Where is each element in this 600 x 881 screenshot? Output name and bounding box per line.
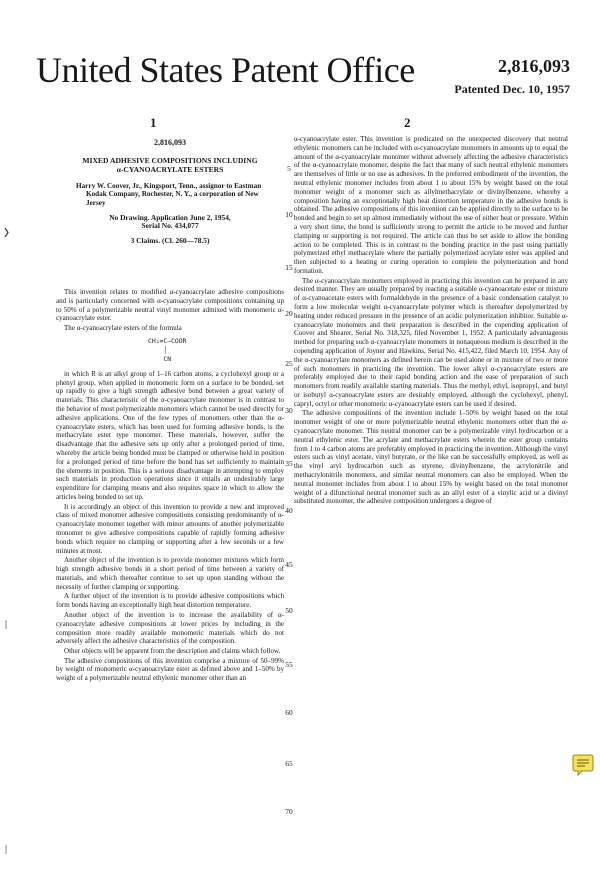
formula-line-3: CN	[148, 354, 172, 363]
line-number-70: 70	[285, 807, 293, 816]
header-patent-number: 2,816,093	[498, 56, 570, 76]
margin-bracket-icon	[4, 228, 10, 237]
claims-line: 3 Claims. (Cl. 260—78.5)	[130, 236, 210, 246]
chemical-formula	[148, 337, 284, 364]
front-matter	[56, 139, 284, 246]
line-number-30: 30	[285, 406, 293, 415]
line-number-65: 65	[285, 759, 293, 768]
filing-info	[56, 214, 284, 232]
line-number-25: 25	[285, 359, 293, 368]
right-paragraph-2: The α-cyanoacrylate monomers employed in practicing this invention can be prepared in any desired manner. They are usually prepared by reacting a suitable α-cyanoacetate ester or mixture of α-cyanoacetate esters with formaldehyde in the presence of a basic condensation catalyst to form a low molecular weight α-cyanoacrylate polymer which is thereafter depolymerized by heating under reduced pressure in the presence of an acidic polymerization inhibitor. Suitable α-cyanoacrylate monomers and their preparation is described in the copending application of Coover and Shearer, Serial No. 318,325, filed November 1, 1952. A particularly advantageous method for preparing such α-cyanoacrylate monomers in nonaqueous medium is described in the copending application of Joyner and Hawkins, Serial No. 415,422, filed March 10, 1954. Any of the α-cyanoacrylate monomers as defined herein can be used alone or in mixture of two or more of such monomers in practicing the invention. The lower alkyl α-cyanoacrylate esters are preferably employed due to their rapid bonding action and the ease of preparation of such monomers from readily available starting materials. Thus the methyl, ethyl, isopropyl, and butyl or isobutyl α-cyanoacrylate esters are desirably employed, although the cyclohexyl, phenyl, capryl, octyl or other monomeric α-cyanoacrylate esters can be used if desired.	[294, 276, 568, 408]
left-paragraph-4: It is accordingly an object of this invention to provide a new and improved class of mixed monomer adhesive compositions consisting predominantly of α-cyanoacrylate monomer together with minor amounts of another polymerizable monomer to give adhesive compositions capable of rapidly forming adhesive bonds which require no clamping or supporting after a few seconds or a few minutes at most.	[56, 502, 284, 555]
right-paragraph-3: The adhesive compositions of the invention include 1–50% by weight based on the total monomer weight of one or more polymerizable neutral ethylenic monomers other than the α-cyanoacrylate monomer. This neutral monomer can be a polymerizable vinyl hydrocarbon or a neutral ethylenic ester. The acrylate and methacrylate esters wherein the ester group contains from 1 to 4 carbon atoms are preferably employed in practicing the invention. Although the vinyl esters such as vinyl acetate, vinyl butyrate, or the like can be successfully employed, as well as the vinyl aryl hydrocarbon such as styrene, divinylbenzene, the acrylonitrile and methacrylonitrile monomers, and similar neutral monomers can also be employed. When the neutral monomer includes from about 1 to about 15% by weight based on the total monomer weight of a difunctional neutral monomer such as an allyl ester of a vinylic acid or a divinyl substituted monomer, the adhesive composition undergoes a degree of	[294, 409, 568, 506]
line-number-10: 10	[285, 210, 293, 219]
line-number-20: 20	[285, 309, 293, 318]
office-title: United States Patent Office	[36, 50, 415, 90]
right-column	[294, 135, 568, 507]
line-number-15: 15	[285, 263, 293, 272]
left-column	[56, 135, 284, 684]
line-number-45: 45	[285, 560, 293, 569]
left-paragraph-5: Another object of the invention is to provide monomer mixtures which form high strength adhesive bonds in a short period of time between a variety of materials, and which thereafter continue to set up upon standing without the necessity of further clamping or supporting.	[56, 556, 284, 591]
line-number-35: 35	[285, 459, 293, 468]
line-number-60: 60	[285, 708, 293, 717]
patented-date: Patented Dec. 10, 1957	[454, 82, 570, 96]
left-paragraph-7: Another object of the invention is to increase the availability of α-cyanoacrylate adhesive compositions at lower prices by including in the composition more readily available monomeric materials which do not adversely affect the adhesive characteristics of the composition.	[56, 610, 284, 646]
line-number-50: 50	[285, 606, 293, 615]
invention-title-line-1: MIXED ADHESIVE COMPOSITIONS INCLUDING	[82, 155, 258, 165]
line-number-55: 55	[285, 660, 293, 669]
right-paragraph-1: α-cyanoacrylate ester. This invention is predicated on the unexpected discovery that neutral ethylenic monomers can be included with α-cyanoacrylate monomers in amounts up to equal the amount of the α-cyanoacrylate monomer without adversely affecting the adhesive characteristics of the α-cyanoacrylate monomer, despite the fact that many of such neutral ethylenic monomers are themselves of little or no use as adhesives. In the preferred embodiment of the invention, the neutral ethylenic monomer includes from about 1 to about 15% by weight based on the total monomer weight of a monomer such as allylmethacrylate or divinylbenzene, whereby a composition having an exceptionally high heat distortion temperature in the adhesive bonds is obtained. The adhesive compositions of this invention can be applied directly to the surface to be bonded and begin to set up almost immediately without the use of either heat or pressure. Within a very short time, the bond is sufficiently strong to permit the article to be moved and further clamping or supporting is not required. The article can thus be set aside to allow the bonding action to be completed. This is in contrast to the bonding practice in the past using partially polymerized ethyl methacrylate where the partially polymerized acrylate ester was applied and then subjected to a heating or curing operation to complete the polymerization and bond formation.	[294, 135, 568, 275]
left-paragraph-2: The α-cyanoacrylate esters of the formula	[64, 324, 182, 333]
filing-line-1: No Drawing. Application June 2, 1954,	[109, 212, 231, 222]
left-paragraph-6: A further object of the invention is to provide adhesive compositions which form bonds having an exceptionally high heat distortion temperature.	[56, 592, 284, 610]
inventor-assignee: Harry W. Coover, Jr., Kingsport, Tenn., assignor to Eastman Kodak Company, Rochester, N. Y., a corporation of New Jersey	[76, 181, 262, 207]
line-number-5: 5	[287, 164, 291, 173]
sticky-note-icon[interactable]	[572, 754, 594, 776]
formula-line-1: CH₂=C—COOR	[148, 336, 187, 345]
margin-bracket-icon	[4, 845, 10, 854]
front-patent-number: 2,816,093	[154, 138, 186, 147]
left-paragraph-1: This invention relates to modified α-cyanoacrylate adhesive compositions and is particularly concerned with α-cyanoacrylate compositions containing up to 50% of a polymerizable neutral vinyl monomer admixed with monomeric α-cyanoacrylate ester.	[56, 287, 284, 323]
left-paragraph-9: The adhesive compositions of this invention comprise a mixture of 50–99% by weight of monomeric α-cyanoacrylate ester as defined above and 1–50% by weight of a polymerizable neutral ethylenic monomer other than an	[56, 656, 284, 683]
margin-bracket-icon	[4, 620, 10, 629]
filing-line-2: Serial No. 434,077	[141, 221, 199, 231]
column-number-1: 1	[150, 115, 157, 130]
left-paragraph-8: Other objects will be apparent from the description and claims which follow.	[64, 647, 281, 655]
invention-title-line-2: α-CYANOACRYLATE ESTERS	[116, 164, 224, 174]
left-paragraph-3: in which R is an alkyl group of 1–16 carbon atoms, a cyclohexyl group or a phenyl group, when applied in monomeric form on a surface to be bonded, set up rapidly to give a high strength adhesive bond between a great variety of materials. This characteristic of the α-cyanoacrylate monomer is in contrast to the behavior of most polymerizable monomers which cannot be used directly for adhesive applications. One of the few types of monomers other than the α-cyanoacrylate esters, which has been used for forming adhesive bonds, is the methacrylate ester type monomer. These materials, however, suffer the disadvantage that the adhesive sets up only after a prolonged period of time, whereby the article being bonded must be clamped or otherwise held in position for a prolonged period of time before the bond has set sufficiently to maintain the elements in position. This is a serious disadvantage in attempting to employ such materials in production operations since it entails an undesirably large expenditure for clamping means and also requires space in which to allow the articles being bonded to set up.	[56, 369, 284, 501]
line-number-40: 40	[285, 506, 293, 515]
formula-line-2: │	[148, 345, 168, 354]
column-number-2: 2	[404, 115, 411, 130]
